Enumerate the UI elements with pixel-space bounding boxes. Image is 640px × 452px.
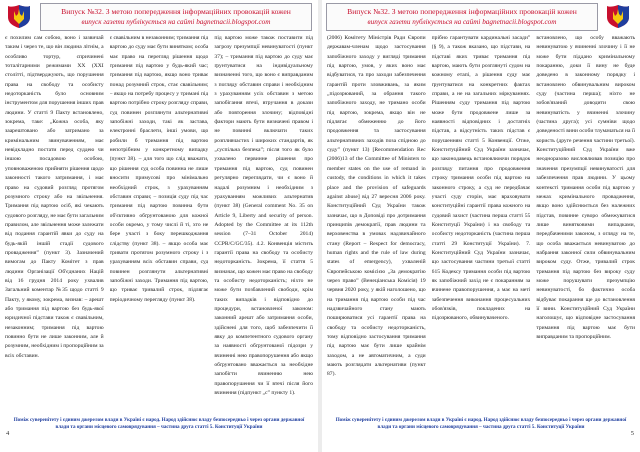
text-column: під вартою може також поставити під загрозу презумпції невинуватості (пункт 37); – тримання під вартою до суду має ґрунтуватися на індивідуальному визначенні того, що воно є виправданим з погляду обставин справи і необхідним з урахуванням усіх обставин з метою запобігання втечі, втручання в докази або повторення злочину; відповідні фактори мають бути визначені правом і не повинні включати таких розпливчастих і широких стандартів, як „суспільна безпека”; після того як було ухвалено первинне рішення про тримання під вартою, суд повинен регулярно переглядати, чи є воно й надалі розумним і необхідним з урахуванням можливих альтернатив (пункт 38) (General comment No. 35 on Article 9, Liberty and security of person. Adopted by the Committee at its 112th session (7–31 October 2014) CCPR/C/GC/35). 4.2. Конвенція містить гарантії права на свободу та особисту недоторканість. Зокрема, її стаття 5 визначає, що кожен має право на свободу та особисту недоторканість; ніхто не може бути позбавлений свободи, крім таких випадків і відповідно до процедури, встановленої законом: законний арешт або затримання особи, здійснені для того, щоб забезпечити її явку до компетентного судового органу за наявності обґрунтованої підозри у вчиненні нею правопорушення або якщо обґрунтовано вважається за необхідне запобігти вчиненню нею правопорушення чи її втечі після його вчинення (підпункт „с” пункту 1). xyxy=(214,35,314,397)
banner-line-2: випуск газети публікується на сайті bagnetnacii.blogspot.com xyxy=(81,18,271,26)
page-number: 5 xyxy=(630,430,634,437)
footer-text: Поміж суверенітету і єдиним джерелом влади в Україні є народ. Народ здійснює владу безпосередньо і через органи державної влади та органи місцевого самоврядування – частина друга статті 5. Конституції України xyxy=(13,417,305,431)
text-column: є похилим сам собою, воно і зазвичай таким і через те, що він людина літнім, а особливо тортур, спричинені тоталітарними режимами XX (XXI столітті, підтверджують, що порушення права на свободу та особисту недоторканість було основним інструментом для порушення інших прав людини. У статті 9 Пакту встановлено, зокрема, таке: „Кожна особа, яку заарештовано або затримано за кримінальним звинуваченням, має невідкладно постати перед суддею чи іншою посадовою особою, уповноваженою прийняти рішення щодо законності такого затримання, і має право на судовий розгляд протягом розумного строку або на звільнення. Тримання під вартою осіб, які чекають судового розгляду, не має бути загальним правилом, але звільнення може залежати від подання гарантій явки до суду на будь-якій іншій стадії судового провадження” (пункт 3). Зазначений вимогам до Пакту Комітет з прав людини Організації Об'єднаних Націй від 16 грудня 2014 року ухвалив Загальний коментар №35 щодо статті 9 Пакту, у якому, зокрема, визнав: – арешт або тримання під вартою без будь-якої юридичної підстави також є свавільним, незаконним; тримання під вартою повинно бути не лише законним, але й розумним, необхідним і пропорційним за всіх обставин. xyxy=(5,35,104,359)
page-footer xyxy=(8,417,310,439)
right-page xyxy=(322,0,640,452)
page-footer xyxy=(330,417,632,439)
page-number: 4 xyxy=(6,430,10,437)
left-text-columns xyxy=(5,34,313,410)
page-header-banner xyxy=(326,3,598,31)
banner-line-1: Випуск №32. З метою попередження інформаційних провокацій кожен xyxy=(61,7,291,16)
banner-line-1: Випуск №32. З метою попередження інформаційних провокацій кожен xyxy=(347,7,577,16)
left-page xyxy=(0,0,318,452)
footer-text: Поміж суверенітету і єдиним джерелом влади в Україні є народ. Народ здійснює владу безпосередньо і через органи державної влади та органи місцевого самоврядування – частина друга статті 5. Конституції України xyxy=(335,417,627,431)
text-column: прібно гарантувати кардинальні засади” (§ 9), а також вказано, що підстави, на підставі яких триває тримання під вартою, мають бути розглянуті судом на кожному етапі, а рішення суду має ґрунтуватися на конкретних фактах справи, а не на загальних міркуваннях. Рішенням суду тримання під вартою може бути продовжене лише за наявності відповідних і достатніх підстав, а відсутність таких підстав є порушенням статті 5 Конвенції. Отже, Конституційний Суд України зазначає, що законодавець встановлюючи порядок розгляду питання про продовження строку тримання особи під вартою на законного строку, а суд не передбачає участі суду сторін, має враховувати конституційні гарантії права кожного на судовий захист (частина перша статті 55 Конституції України) і на свободу та особисту недоторканість (частина перша статті 29 Конституції України). 7. Конституційний Суд України зазначає, що застосування частини третьої статті 615 Кодексу тримання особи під вартою як запобіжний захід не є покаранням за вчинене правопорушення, а має на меті забезпечення виконання процесуальних обов'язків, покладених на підозрюваного, обвинуваченого. xyxy=(431,35,531,322)
trident-emblem-icon xyxy=(605,3,631,29)
text-column: є свавільним в незаконним; тримання під вартою до суду має бути винятком; особа має право на перегляд рішення щодо тримання під вартою у будь-який час; тримання під вартою, якщо воно триває понад розумний строк, стає свавільним; – якщо на потребу процесу у тримані під вартою потрібно строку розгляду справи, суд повинен розглянути альтернативні запобіжні заходи, такі як застава, електронні браслети, інші умови, що робили б тримання під вартою непотрібним у конкретному випадку (пункт 38). – для того що слід вважати, що рішення суд особа повинна не лише вносити примусові про мінімально необхідний строк, з урахуванням обставин справи; – позиція суду під час тримання під вартою повинна бути об'єктивно обґрунтованою для кожної особи окремо, у тому числі й ті, хто не бере участі з боку перешкоджання слідству (пункт 38). – якщо особа має тривати протягом розумного строку і з урахуванням всіх обставин справи, суд повинен розглянути альтернативні запобіжні заходи. Тримання під вартою, що триває тривалий строк, підлягає періодичному перегляду (пункт 38). xyxy=(109,35,209,303)
trident-emblem-icon xyxy=(6,3,32,29)
text-column: (2006) Комітету Міністрів Ради Європи державам-членам щодо застосування запобіжного заходу у вигляді тримання під вартою, умов, у яких воно має відбуватися, та про заходи забезпечення гарантій проти зловживань, за яким „підозрюваний, за обрання такого запобіжного заходу, не тримано особи під вартою, зокрема, якщо він не підлягає обмеженню до його продовження та застосування альтернативних заходів поза спідною до суду” (пункт 13) [Recommendation Rec (2006)13 of the Committee of Ministers to member states on the use of remand in custody, the conditions in which it takes place and the provision of safeguards against abuse] від 27 вересня 2006 року. Конституційний Суд України також зазначає, що в Доповіді про дотримання принципів демократії, прав людини та верховенства в умовах надзвичайного стану (Report – Respect for democracy, human rights and the rule of law during states of emergency), ухваленій Європейською комісією „За демократію через право” (Венеціанська Комісія) 19 червня 2020 року, у якій наголошено, що на тримання під вартою особи під час надзвичайного стану мають поширюватися усі гарантії права на свободу та особисту недоторканість, тому відповідно застосування тримання під вартою має бути лише крайнім заходом, а не автоматичним, а суди мають розглядати альтернативи (пункт 87). xyxy=(327,35,426,378)
page-header-banner xyxy=(40,3,312,31)
right-text-columns xyxy=(327,34,635,410)
text-column: встановлено, що особу вважають невинуватою у вчиненні злочину і її не може бути піддано кримінальному покаранню, доки її вину не буде доведено в законному порядку і встановлено обвинувальним вироком суду (частина перша); ніхто не зобов'язаний доводити свою невинуватість у вчиненні злочину (частина друга); усі сумніви щодо доведеності вини особи тлумачаться на її користь (друге речення частини третьої). Конституційний Суд України вже неодноразово висловлював позицію про значення презумпції невинуватості для забезпечення прав людини. У цьому контексті тримання особи під вартою у межах кримінального провадження, якщо воно здійснюється без належних підстав, повинне суворо обмежуватися лише винятковими випадками, передбаченими законом, з огляду на те, що особа вважається невинуватою до набрання законної сили обвинувальним вироком суду. Отже, тривалий строк тримання під вартою без вироку суду може порушувати презумпцію невинуватості, бо фактично особа відбуває покарання ще до встановлення її вини. Конституційний Суд України наголошує, що відповідне застосування тримання під вартою має бути виправданим та пропорційним. xyxy=(536,35,636,340)
banner-line-2: випуск газети публікується на сайті bagnetnacii.blogspot.com xyxy=(367,18,557,26)
